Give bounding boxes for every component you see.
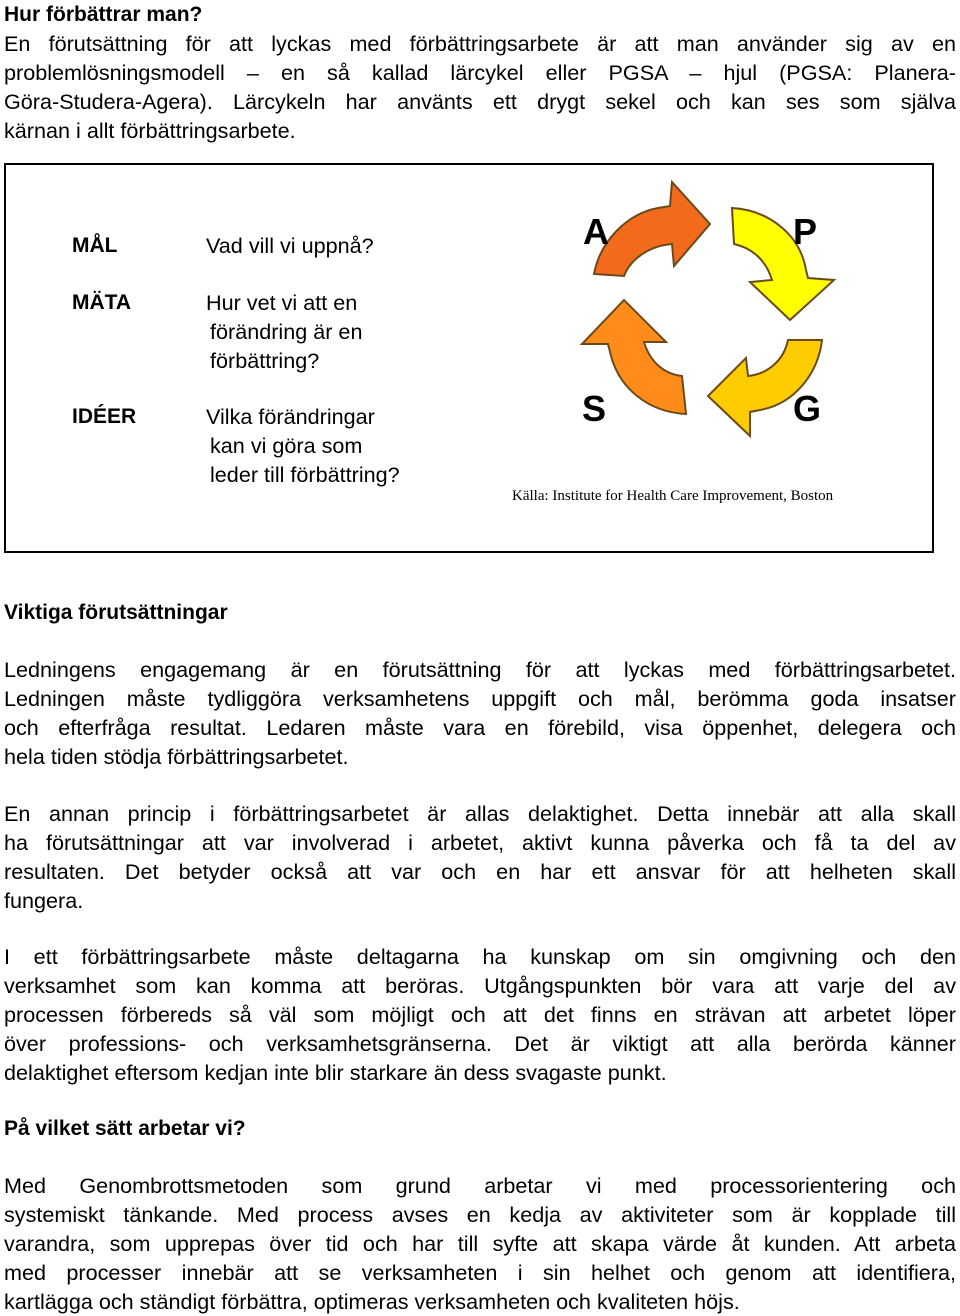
paragraph-participation (4, 799, 956, 915)
arrow-top-right-icon (732, 208, 834, 320)
paragraph-line: processen förbereds så väl som möjligt och att det finns en strävan att arbetet löper (4, 1002, 956, 1027)
cycle-letter-p: P (793, 211, 818, 252)
paragraph-line: resultaten. Det betyder också att var och en har ett ansvar för att helheten skall (4, 859, 956, 884)
term-mal: MÅL (72, 234, 118, 257)
paragraph-line: över professions- och verksamhetsgränserna. Det är viktigt att alla berörda känner (4, 1031, 956, 1056)
intro-line: En förutsättning för att lyckas med förbättringsarbete är att man använder sig av en (4, 31, 956, 56)
question-mata (206, 288, 362, 375)
term-ideer: IDÉER (72, 405, 137, 428)
question-ideer (206, 402, 400, 489)
question-line: förändring är en (210, 319, 363, 344)
paragraph-line: En annan princip i förbättringsarbetet är allas delaktighet. Detta innebär att alla skall (4, 801, 956, 826)
cycle-letter-a: A (583, 211, 609, 252)
paragraph-line: och efterfråga resultat. Ledaren måste vara en förebild, visa öppenhet, delegera och (4, 715, 956, 740)
paragraph-line: hela tiden stödja förbättringsarbetet. (4, 744, 349, 769)
paragraph-line: systemiskt tänkande. Med process avses en kedja av aktiviteter som är kopplade till (4, 1202, 956, 1227)
question-mal (206, 231, 374, 260)
cycle-letter-g: G (793, 388, 822, 429)
question-line: Hur vet vi att en (206, 290, 358, 315)
heading-how-we-work: På vilket sätt arbetar vi? (4, 1117, 246, 1140)
paragraph-line: I ett förbättringsarbete måste deltagarna ha kunskap om sin omgivning och den (4, 944, 956, 969)
figure-source-caption: Källa: Institute for Health Care Improvement, Boston (512, 488, 834, 504)
paragraph-leadership (4, 655, 956, 771)
question-line: Vilka förändringar (206, 404, 375, 429)
paragraph-line: delaktighet eftersom kedjan inte blir starkare än dess svagaste punkt. (4, 1060, 667, 1085)
intro-line: problemlösningsmodell – en så kallad lärcykel eller PGSA – hjul (PGSA: Planera- (4, 60, 956, 85)
paragraph-line: Ledningen måste tydliggöra verksamhetens uppgift och mål, berömma goda insatser (4, 686, 956, 711)
arrow-top-left-icon (594, 182, 710, 276)
paragraph-knowledge (4, 942, 956, 1087)
term-mata: MÄTA (72, 291, 132, 314)
question-line: kan vi göra som (210, 433, 363, 458)
paragraph-line: ha förutsättningar att var involverad i arbetet, aktivt kunna påverka och få ta del av (4, 830, 956, 855)
cycle-letter-s: S (582, 388, 607, 429)
heading-how-improve: Hur förbättrar man? (4, 3, 203, 26)
question-line: Vad vill vi uppnå? (206, 233, 374, 258)
question-line: leder till förbättring? (210, 462, 400, 487)
paragraph-process (4, 1171, 956, 1316)
paragraph-line: varandra, som upprepas över tid och har till syfte att skapa värde åt kunden. Att arbeta (4, 1231, 956, 1256)
paragraph-line: fungera. (4, 888, 84, 913)
paragraph-line: verksamhet som kan komma att beröras. Utgångspunkten bör vara att varje del av (4, 973, 956, 998)
paragraph-line: med processer innebär att se verksamheten i sin helhet och genom att identifiera, (4, 1260, 956, 1285)
intro-paragraph (4, 29, 956, 145)
question-line: förbättring? (210, 348, 320, 373)
paragraph-line: Ledningens engagemang är en förutsättning för att lyckas med förbättringsarbetet. (4, 657, 956, 682)
paragraph-line: kartlägga och ständigt förbättra, optimeras verksamheten och kvaliteten höjs. (4, 1289, 740, 1314)
heading-prerequisites: Viktiga förutsättningar (4, 601, 228, 624)
paragraph-line: Med Genombrottsmetoden som grund arbetar vi med processorientering och (4, 1173, 956, 1198)
intro-line: kärnan i allt förbättringsarbete. (4, 118, 296, 143)
intro-line: Göra-Studera-Agera). Lärcykeln har använts ett drygt sekel och kan ses som själva (4, 89, 956, 114)
